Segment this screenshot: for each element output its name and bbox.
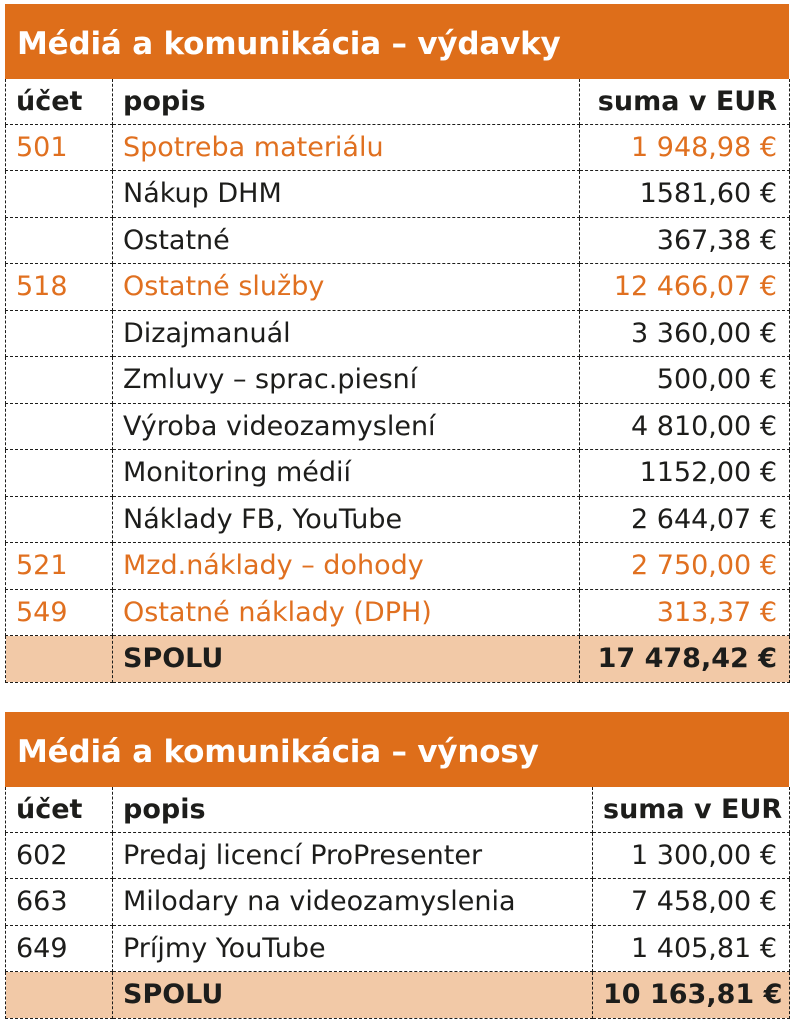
row-description: Ostatné náklady (DPH) xyxy=(113,589,580,636)
row-description: Príjmy YouTube xyxy=(113,925,593,972)
row-account xyxy=(6,217,113,264)
table-row xyxy=(6,925,790,972)
row-amount: 1581,60 € xyxy=(580,171,790,218)
table-row xyxy=(6,171,790,218)
table-row xyxy=(6,832,790,879)
total-amount: 17 478,42 € xyxy=(580,636,790,683)
expenses-section xyxy=(5,4,789,683)
row-description: Výroba videozamyslení xyxy=(113,403,580,450)
total-amount: 10 163,81 € xyxy=(593,972,790,1019)
row-account xyxy=(6,357,113,404)
header-description: popis xyxy=(113,787,593,832)
row-amount: 367,38 € xyxy=(580,217,790,264)
table-row xyxy=(6,543,790,590)
row-account: 649 xyxy=(6,925,113,972)
table-row xyxy=(6,403,790,450)
row-description: Zmluvy – sprac.piesní xyxy=(113,357,580,404)
row-description: Monitoring médií xyxy=(113,450,580,497)
row-description: Ostatné služby xyxy=(113,264,580,311)
row-account xyxy=(6,310,113,357)
table-row xyxy=(6,496,790,543)
row-description: Spotreba materiálu xyxy=(113,124,580,171)
row-amount: 1 300,00 € xyxy=(593,832,790,879)
row-account: 521 xyxy=(6,543,113,590)
table-row xyxy=(6,879,790,926)
header-account: účet xyxy=(6,787,113,832)
table-row xyxy=(6,357,790,404)
row-amount: 7 458,00 € xyxy=(593,879,790,926)
row-amount: 1152,00 € xyxy=(580,450,790,497)
table-row xyxy=(6,310,790,357)
row-description: Nákup DHM xyxy=(113,171,580,218)
expenses-title: Médiá a komunikácia – výdavky xyxy=(5,4,789,79)
revenues-header-row xyxy=(6,787,790,832)
row-amount: 1 405,81 € xyxy=(593,925,790,972)
revenues-title: Médiá a komunikácia – výnosy xyxy=(5,712,789,787)
row-account: 549 xyxy=(6,589,113,636)
row-account xyxy=(6,496,113,543)
row-account: 501 xyxy=(6,124,113,171)
row-description: Milodary na videozamyslenia xyxy=(113,879,593,926)
table-row xyxy=(6,450,790,497)
expenses-body xyxy=(6,124,790,682)
table-row xyxy=(6,124,790,171)
row-amount: 313,37 € xyxy=(580,589,790,636)
total-row xyxy=(6,636,790,683)
row-description: Predaj licencí ProPresenter xyxy=(113,832,593,879)
header-amount: suma v EUR xyxy=(580,79,790,124)
row-account xyxy=(6,403,113,450)
row-amount: 2 644,07 € xyxy=(580,496,790,543)
row-amount: 2 750,00 € xyxy=(580,543,790,590)
row-amount: 3 360,00 € xyxy=(580,310,790,357)
row-description: Mzd.náklady – dohody xyxy=(113,543,580,590)
total-label: SPOLU xyxy=(113,636,580,683)
total-account xyxy=(6,972,113,1019)
row-account xyxy=(6,450,113,497)
total-row xyxy=(6,972,790,1019)
revenues-table xyxy=(5,787,790,1019)
revenues-section xyxy=(5,712,789,1019)
expenses-table xyxy=(5,79,790,683)
total-account xyxy=(6,636,113,683)
row-amount: 4 810,00 € xyxy=(580,403,790,450)
row-account: 518 xyxy=(6,264,113,311)
table-row xyxy=(6,264,790,311)
row-amount: 1 948,98 € xyxy=(580,124,790,171)
expenses-header-row xyxy=(6,79,790,124)
table-row xyxy=(6,589,790,636)
total-label: SPOLU xyxy=(113,972,593,1019)
row-amount: 12 466,07 € xyxy=(580,264,790,311)
row-amount: 500,00 € xyxy=(580,357,790,404)
table-row xyxy=(6,217,790,264)
row-account: 602 xyxy=(6,832,113,879)
row-account: 663 xyxy=(6,879,113,926)
header-amount: suma v EUR xyxy=(593,787,790,832)
header-account: účet xyxy=(6,79,113,124)
row-description: Dizajmanuál xyxy=(113,310,580,357)
row-description: Náklady FB, YouTube xyxy=(113,496,580,543)
revenues-body xyxy=(6,832,790,1018)
row-description: Ostatné xyxy=(113,217,580,264)
row-account xyxy=(6,171,113,218)
header-description: popis xyxy=(113,79,580,124)
